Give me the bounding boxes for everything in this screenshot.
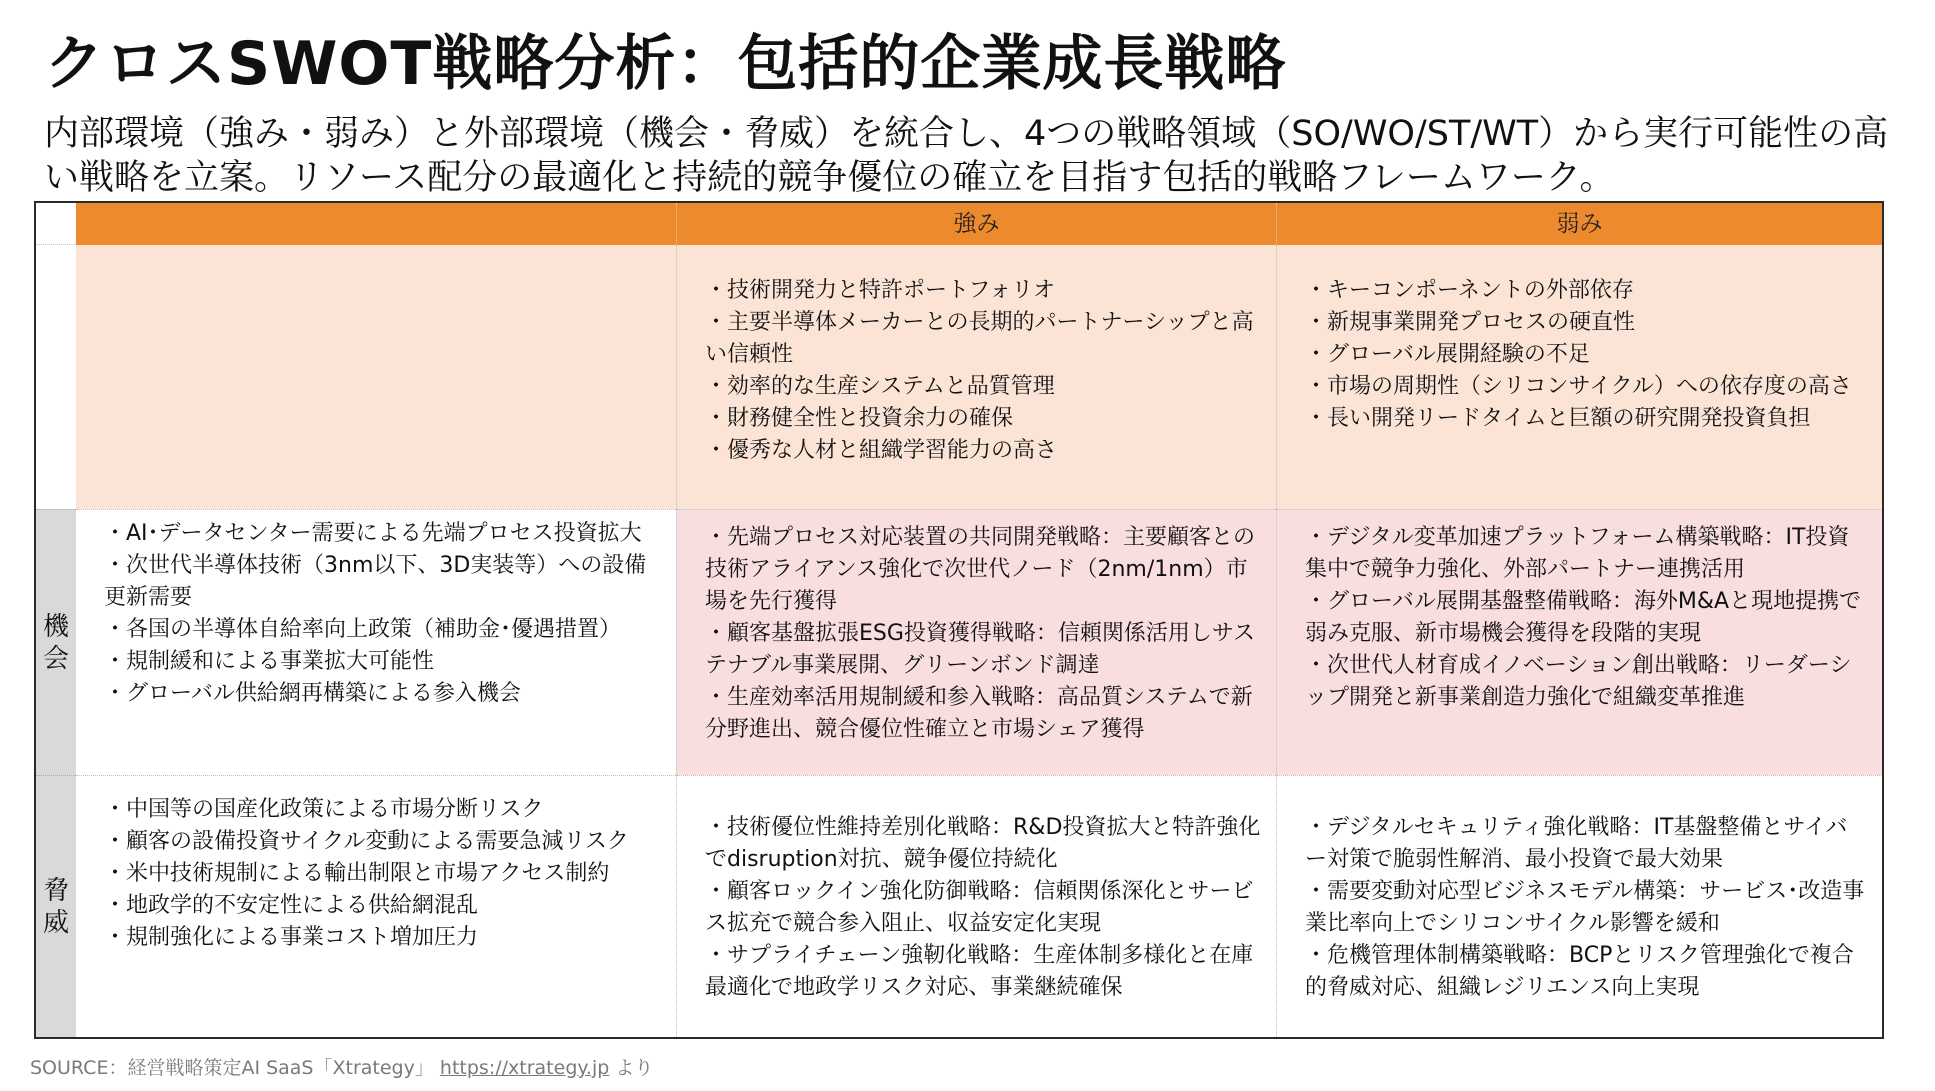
list-item: ・地政学的不安定性による供給網混乱: [104, 893, 479, 918]
list-item: ・各国の半導体自給率向上政策（補助金･優遇措置）: [104, 617, 622, 642]
list-item: ・技術開発力と特許ポートフォリオ: [705, 278, 1056, 303]
row-label-opportunities: 機会: [36, 509, 76, 775]
weaknesses-cell: [1276, 245, 1882, 509]
threats-cell: [76, 775, 676, 1037]
list-item: ・危機管理体制構築戦略：BCPとリスク管理強化で複合的脅威対応、組織レジリエンス向上実現: [1305, 943, 1854, 1000]
list-item: ・規制強化による事業コスト増加圧力: [104, 925, 479, 950]
source-prefix: SOURCE：経営戦略策定AI SaaS「Xtrategy」: [30, 1057, 434, 1079]
source-note: [30, 1053, 653, 1080]
st-strategy-list: [705, 812, 1262, 1004]
strengths-cell: [676, 245, 1276, 509]
list-item: ・需要変動対応型ビジネスモデル構築：サービス･改造事業比率向上でシリコンサイクル影響を緩和: [1305, 879, 1865, 936]
column-header-strengths: 強み: [676, 203, 1276, 245]
so-strategy-cell: [676, 509, 1276, 775]
list-item: ・グローバル展開基盤整備戦略：海外M&Aと現地提携で弱み克服、新市場機会獲得を段階的実現: [1305, 589, 1862, 646]
list-item: ・グローバル供給網再構築による参入機会: [104, 681, 521, 706]
internal-empty-cell: [76, 245, 676, 509]
wt-strategy-cell: [1276, 775, 1882, 1037]
weaknesses-list: [1305, 275, 1868, 435]
column-header-weaknesses: 弱み: [1276, 203, 1882, 245]
list-item: ・サプライチェーン強靭化戦略：生産体制多様化と在庫最適化で地政学リスク対応、事業継続確保: [705, 943, 1254, 1000]
strengths-list: [705, 275, 1262, 467]
list-item: ・技術優位性維持差別化戦略：R&D投資拡大と特許強化でdisruption対抗、競争優位持続化: [705, 815, 1261, 872]
list-item: ・生産効率活用規制緩和参入戦略：高品質システムで新分野進出、競合優位性確立と市場シェア獲得: [705, 685, 1253, 742]
source-suffix: より: [615, 1057, 654, 1079]
list-item: ・デジタルセキュリティ強化戦略：IT基盤整備とサイバー対策で脆弱性解消、最小投資で最大効果: [1305, 815, 1848, 872]
list-item: ・顧客の設備投資サイクル変動による需要急減リスク: [104, 829, 629, 854]
list-item: ・市場の周期性（シリコンサイクル）への依存度の高さ: [1305, 374, 1852, 399]
list-item: ・優秀な人材と組織学習能力の高さ: [705, 438, 1058, 463]
list-item: ・米中技術規制による輸出制限と市場アクセス制約: [104, 861, 610, 886]
list-item: ・効率的な生産システムと品質管理: [705, 374, 1055, 399]
list-item: ・新規事業開発プロセスの硬直性: [1305, 310, 1636, 335]
list-item: ・次世代人材育成イノベーション創出戦略：リーダーシップ開発と新事業創造力強化で組織変革推進: [1305, 653, 1852, 710]
wo-strategy-list: [1305, 522, 1868, 714]
list-item: ・デジタル変革加速プラットフォーム構築戦略：IT投資集中で競争力強化、外部パートナー連携活用: [1305, 525, 1850, 582]
source-link[interactable]: https://xtrategy.jp: [439, 1057, 610, 1079]
list-item: ・顧客ロックイン強化防御戦略：信頼関係深化とサービス拡充で競合参入阻止、収益安定化実現: [705, 879, 1254, 936]
threats-list: [104, 794, 662, 954]
wo-strategy-cell: [1276, 509, 1882, 775]
wt-strategy-list: [1305, 812, 1868, 1004]
slide-title: クロスSWOT戦略分析：包括的企業成長戦略: [44, 29, 1287, 99]
list-item: ・顧客基盤拡張ESG投資獲得戦略：信頼関係活用しサステナブル事業展開、グリーンボンド調達: [705, 621, 1256, 678]
list-item: ・AI･データセンター需要による先端プロセス投資拡大: [104, 521, 642, 546]
list-item: ・長い開発リードタイムと巨額の研究開発投資負担: [1305, 406, 1811, 431]
st-strategy-cell: [676, 775, 1276, 1037]
column-header-empty: [76, 203, 676, 245]
list-item: ・次世代半導体技術（3nm以下、3D実装等）への設備更新需要: [104, 553, 647, 610]
list-item: ・キーコンポーネントの外部依存: [1305, 278, 1634, 303]
list-item: ・中国等の国産化政策による市場分断リスク: [104, 797, 544, 822]
list-item: ・主要半導体メーカーとの長期的パートナーシップと高い信頼性: [705, 310, 1254, 367]
so-strategy-list: [705, 522, 1262, 746]
slide-description: 内部環境（強み・弱み）と外部環境（機会・脅威）を統合し、4つの戦略領域（SO/WO/ST/WT）から実行可能性の高い戦略を立案。リソース配分の最適化と持続的競争優位の確立を目指す包括的戦略フレームワーク。: [44, 114, 1889, 198]
list-item: ・財務健全性と投資余力の確保: [705, 406, 1014, 431]
list-item: ・先端プロセス対応装置の共同開発戦略：主要顧客との技術アライアンス強化で次世代ノード（2nm/1nm）市場を先行獲得: [705, 525, 1256, 614]
opportunities-list: [104, 518, 662, 710]
row-label-internal: [36, 245, 76, 509]
opportunities-cell: [76, 509, 676, 775]
matrix-corner: [36, 203, 76, 245]
row-label-threats: 脅威: [36, 775, 76, 1037]
list-item: ・規制緩和による事業拡大可能性: [104, 649, 435, 674]
list-item: ・グローバル展開経験の不足: [1305, 342, 1590, 367]
swot-matrix: [34, 201, 1884, 1039]
